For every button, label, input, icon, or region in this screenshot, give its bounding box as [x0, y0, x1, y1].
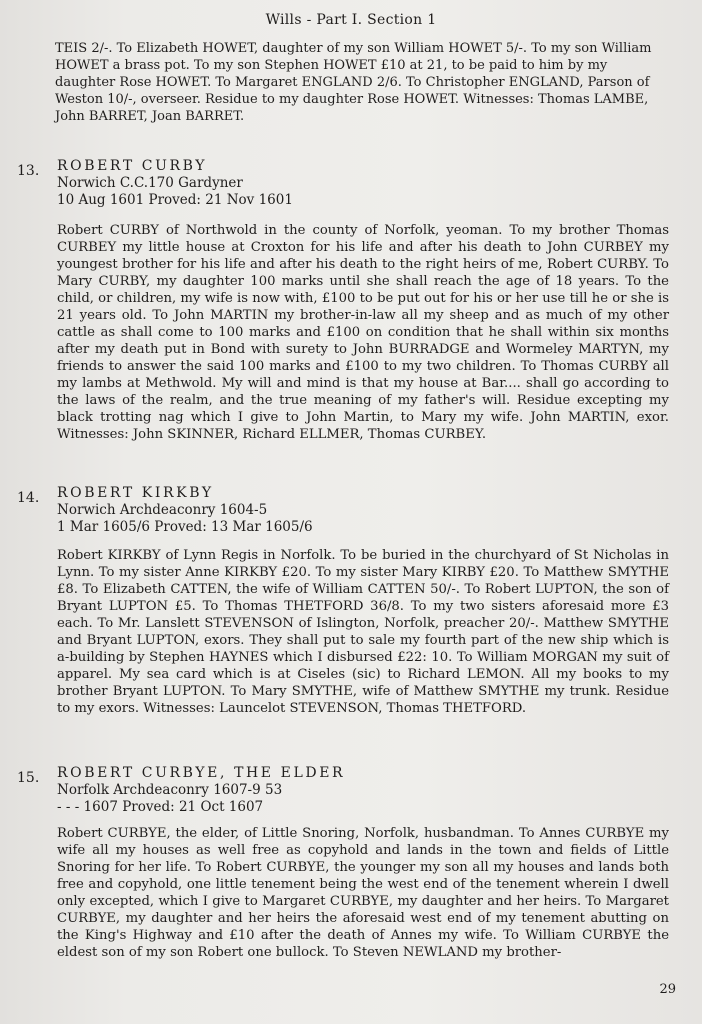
entry-text: Robert CURBYE, the elder, of Little Snoring, Norfolk, husbandman. To Annes CURBYE my wife all my houses as well free as copyhold and lands in the town and fields of Little Snoring for her life. To Robert CURBYE, the younger my son all my houses and lands both free and copyhold, one little tenement being the west end of the tenement wherein I dwell only excepted, which I give to Margaret CURBYE, my daughter and her heirs. To Margaret CURBYE, my daughter and her heirs the aforesaid west end of my tenement abutting on the King's Highway and £10 after the death of Annes my wife. To William CURBYE the eldest son of my son Robert one bullock. To Steven NEWLAND my brother- — [57, 826, 669, 960]
entry-name: ROBERT CURBYE, THE ELDER — [57, 765, 346, 781]
intro-paragraph: TEIS 2/-. To Elizabeth HOWET, daughter of my son William HOWET 5/-. To my son William HOWET a brass pot. To my son Stephen HOWET £10 at 21, to be paid to him by my daughter Rose HOWET. To Margaret ENGLAND 2/6. To Christopher ENGLAND, Parson of Weston 10/-, overseer. Residue to my daughter Rose HOWET. Witnesses: Thomas LAMBE, John BARRET, Joan BARRET. — [55, 41, 652, 124]
entry-heading — [57, 158, 657, 209]
entry-dates: 10 Aug 1601 Proved: 21 Nov 1601 — [57, 192, 293, 208]
entry-number: 15. — [17, 770, 40, 786]
entry-number: 14. — [17, 490, 40, 506]
entry-text: Robert CURBY of Northwold in the county of Norfolk, yeoman. To my brother Thomas CURBEY my little house at Croxton for his life and after his death to John CURBEY my youngest brother for his life and after his death to the right heirs of me, Robert CURBY. To Mary CURBY, my daughter 100 marks until she shall reach the age of 18 years. To the child, or children, my wife is now with, £100 to be put out for his or her use till he or she is 21 years old. To John MARTIN my brother-in-law all my sheep and as much of my other cattle as shall come to 100 marks and £100 on condition that he shall within six months after my death put in Bond with surety to John BURRADGE and Wormeley MARTYN, my friends to answer the said 100 marks and £100 to my two children. To Thomas CURBY all my lambs at Methwold. My will and mind is that my house at Bar.... shall go according to the laws of the realm, and the true meaning of my father's will. Residue excepting my black trotting nag which I give to John Martin, to Mary my wife. John MARTIN, exor. Witnesses: John SKINNER, Richard ELLMER, Thomas CURBEY. — [57, 223, 669, 442]
page-number: 29 — [659, 982, 676, 997]
entry-number: 13. — [17, 163, 40, 179]
entry-dates: - - - 1607 Proved: 21 Oct 1607 — [57, 799, 264, 815]
entry-source: Norwich Archdeaconry 1604-5 — [57, 502, 268, 518]
entry-name: ROBERT KIRKBY — [57, 485, 214, 501]
entry-dates: 1 Mar 1605/6 Proved: 13 Mar 1605/6 — [57, 519, 313, 535]
entry-name: ROBERT CURBY — [57, 158, 208, 174]
entry-source: Norfolk Archdeaconry 1607-9 53 — [57, 782, 283, 798]
entry-heading — [57, 765, 657, 816]
entry-source: Norwich C.C.170 Gardyner — [57, 175, 243, 191]
entry-text: Robert KIRKBY of Lynn Regis in Norfolk. To be buried in the churchyard of St Nicholas in Lynn. To my sister Anne KIRKBY £20. To my sister Mary KIRBY £20. To Matthew SMYTHE £8. To Elizabeth CATTEN, the wife of William CATTEN 50/-. To Robert LUPTON, the son of Bryant LUPTON £5. To Thomas THETFORD 36/8. To my two sisters aforesaid more £3 each. To Mr. Lanslett STEVENSON of Islington, Norfolk, preacher 20/-. Matthew SMYTHE and Bryant LUPTON, exors. They shall put to sale my fourth part of the new ship which is a-building by Stephen HAYNES which I disbursed £22: 10. To William MORGAN my suit of apparel. My sea card which is at Ciseles (sic) to Richard LEMON. All my books to my brother Bryant LUPTON. To Mary SMYTHE, wife of Matthew SMYTHE my trunk. Residue to my exors. Witnesses: Launcelot STEVENSON, Thomas THETFORD. — [57, 548, 669, 716]
entry-heading — [57, 485, 657, 536]
page-header: Wills - Part I. Section 1 — [265, 12, 437, 28]
